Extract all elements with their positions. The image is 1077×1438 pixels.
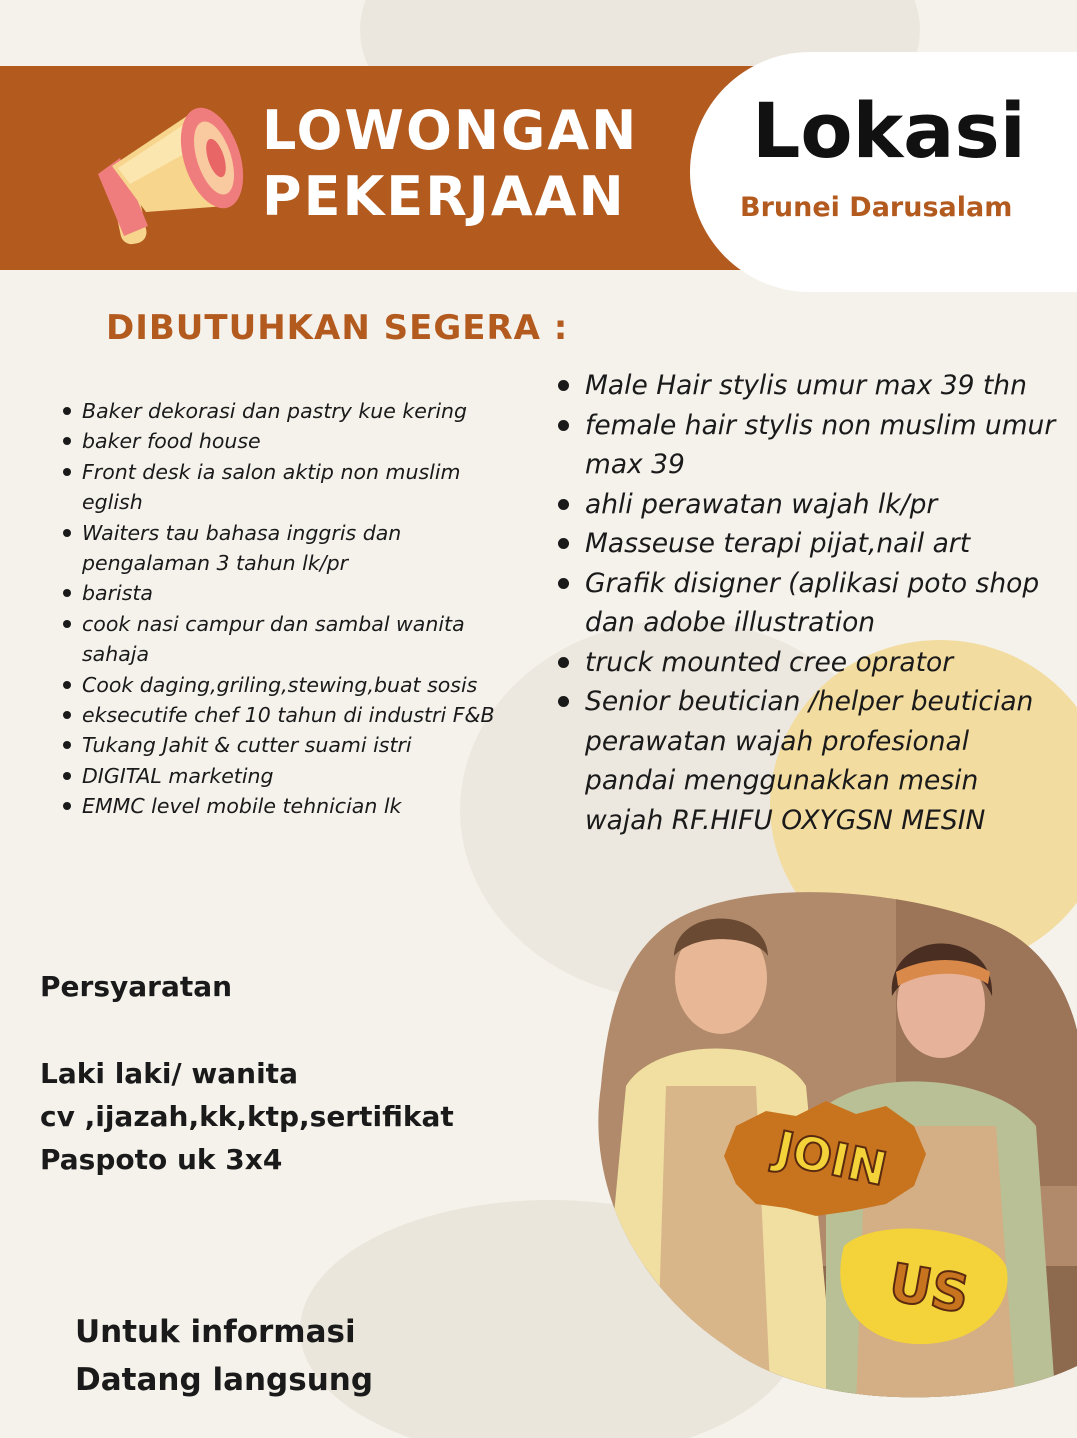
title-line-1: LOWONGAN bbox=[262, 99, 639, 162]
job-list-left bbox=[60, 396, 500, 822]
info-line-2: Datang langsung bbox=[75, 1362, 374, 1398]
list-item: cook nasi campur dan sambal wanita sahaja bbox=[60, 609, 500, 670]
chefs-photo bbox=[596, 886, 1077, 1406]
list-item: barista bbox=[60, 578, 500, 608]
list-item: Front desk ia salon aktip non muslim eglish bbox=[60, 457, 500, 518]
list-item: EMMC level mobile tehnician lk bbox=[60, 791, 500, 821]
location-label: Lokasi bbox=[752, 86, 1026, 175]
list-item: Baker dekorasi dan pastry kue kering bbox=[60, 396, 500, 426]
list-item: Tukang Jahit & cutter suami istri bbox=[60, 730, 500, 760]
list-item: Cook daging,griling,stewing,buat sosis bbox=[60, 670, 500, 700]
requirements-title: Persyaratan bbox=[40, 970, 233, 1003]
list-item: Male Hair stylis umur max 39 thn bbox=[554, 366, 1064, 406]
requirement-line: cv ,ijazah,kk,ktp,sertifikat bbox=[40, 1100, 454, 1133]
section-heading: DIBUTUHKAN SEGERA : bbox=[106, 308, 569, 348]
requirement-line: Paspoto uk 3x4 bbox=[40, 1143, 283, 1176]
info-line-1: Untuk informasi bbox=[75, 1314, 356, 1350]
list-item: Masseuse terapi pijat,nail art bbox=[554, 524, 1064, 564]
list-item: truck mounted cree oprator bbox=[554, 643, 1064, 683]
megaphone-icon bbox=[90, 88, 250, 248]
us-text: US bbox=[884, 1252, 974, 1326]
requirements-list bbox=[40, 1052, 454, 1181]
title-line-2: PEKERJAAN bbox=[262, 165, 626, 228]
page-title bbox=[262, 98, 638, 230]
list-item: ahli perawatan wajah lk/pr bbox=[554, 485, 1064, 525]
list-item: female hair stylis non muslim umur max 39 bbox=[554, 406, 1064, 485]
requirement-line: Laki laki/ wanita bbox=[40, 1057, 298, 1090]
contact-info bbox=[75, 1308, 373, 1404]
list-item: baker food house bbox=[60, 426, 500, 456]
location-value: Brunei Darusalam bbox=[740, 192, 1013, 223]
list-item: Waiters tau bahasa inggris dan pengalaman 3 tahun lk/pr bbox=[60, 518, 500, 579]
list-item: Grafik disigner (aplikasi poto shop dan adobe illustration bbox=[554, 564, 1064, 643]
list-item: eksecutife chef 10 tahun di industri F&B bbox=[60, 700, 500, 730]
list-item: DIGITAL marketing bbox=[60, 761, 500, 791]
list-item: Senior beutician /helper beutician perawatan wajah profesional pandai menggunakkan mesin wajah RF.HIFU OXYGSN MESIN bbox=[554, 682, 1064, 840]
join-text: JOIN bbox=[771, 1120, 892, 1197]
job-list-right bbox=[554, 366, 1064, 840]
